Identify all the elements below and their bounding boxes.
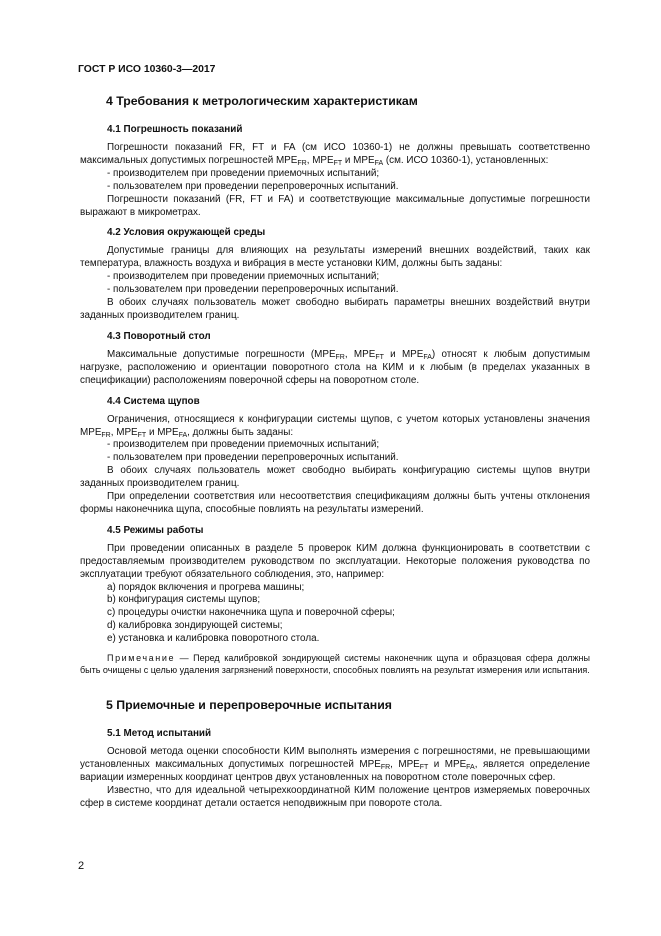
section-4-1-paragraph-2: Погрешности показаний (FR, FT и FA) и соответствующие максимальные допустимые погрешности выражают в микрометрах.: [80, 193, 590, 218]
section-4-1-title: 4.1 Погрешность показаний: [107, 124, 243, 135]
page-header-standard: ГОСТ Р ИСО 10360-3—2017: [78, 64, 216, 75]
section-4-4-list-item: - пользователем при проведении перепроверочных испытаний.: [107, 452, 399, 464]
section-4-2-list-item: - производителем при проведении приемочных испытаний;: [107, 271, 380, 283]
section-4-2-title: 4.2 Условия окружающей среды: [107, 227, 266, 239]
section-5-1-paragraph-1: Основой метода оценки способности КИМ выполнять измерения с погрешностями, не превышающими установленных максимальных допустимых погрешностей $MPE_{FR}$, $MPE_{FT}$ и $MPE_{FA}$, является определение вариации измеренных координат центров двух установленных на поворотном столе поверочных сфер.: [80, 746, 590, 784]
section-4-5-list-item: b) конфигурация системы щупов;: [107, 594, 261, 606]
section-4-5-note: [80, 653, 590, 676]
section-4-3-paragraph-1: Максимальные допустимые погрешности ($MPE_{FR}$, $MPE_{FT}$ и $MPE_{FA}$) относят к любым допустимым нагрузке, расположению и ориентации поворотного стола на КИМ и к любым (в пределах указанных в спецификации) расположениям поверочной сферы на поворотном столе.: [80, 348, 590, 386]
section-4-3-title: 4.3 Поворотный стол: [107, 330, 211, 342]
section-4-2-paragraph-1: Допустимые границы для влияющих на результаты измерений внешних воздействий, таких как температура, влажность воздуха и вибрация в месте установки КИМ, должны быть заданы:: [80, 245, 590, 270]
section-4-2-paragraph-2: В обоих случаях пользователь может свободно выбирать параметры внешних воздействий внутри заданных производителем границ.: [80, 297, 590, 321]
section-4-5-paragraph-1: При проведении описанных в разделе 5 проверок КИМ должна функционировать в соответствии с предоставляемым производителем руководством по эксплуатации. Некоторые положения руководства по эксплуатации требуют обязательного соблюдения, это, например:: [80, 542, 590, 580]
section-4-1-list-item: - пользователем при проведении перепроверочных испытаний.: [107, 180, 399, 192]
section-4-5-list-item: c) процедуры очистки наконечника щупа и поверочной сферы;: [107, 607, 395, 619]
section-4-5-list-item: d) калибровка зондирующей системы;: [107, 620, 283, 632]
section-4-4-list-item: - производителем при проведении приемочных испытаний;: [107, 439, 380, 451]
note-label: Примечание: [107, 653, 176, 664]
section-4-4-paragraph-1: Ограничения, относящиеся к конфигурации системы щупов, с учетом которых установлены значения $MPE_{FR}$, $MPE_{FT}$ и $MPE_{FA}$, должны быть заданы:: [80, 413, 590, 439]
section-4-2-list-item: - пользователем при проведении перепроверочных испытаний.: [107, 284, 399, 296]
section-4-4-paragraph-2: В обоих случаях пользователь может свободно выбирать конфигурацию системы щупов внутри заданных производителем границ.: [80, 465, 590, 490]
section-5-title: 5 Приемочные и перепроверочные испытания: [106, 698, 392, 713]
section-5-1-title: 5.1 Метод испытаний: [107, 728, 212, 740]
section-4-5-title: 4.5 Режимы работы: [107, 524, 204, 536]
page-number: 2: [78, 860, 85, 872]
section-4-4-paragraph-3: При определении соответствия или несоответствия спецификациям должны быть учтены отклонения формы наконечника щупа, способные повлиять на результаты измерений.: [80, 491, 590, 515]
section-4-5-list-item: a) порядок включения и прогрева машины;: [107, 581, 305, 593]
section-4-1-list-item: - производителем при проведении приемочных испытаний;: [107, 167, 380, 179]
note-text: — Перед калибровкой зондирующей системы наконечник щупа и образцовая сфера должны быть очищены с целью удаления загрязнений поверхности, способных повлиять на результат измерения или испытания.: [80, 653, 590, 675]
page-body: [80, 94, 590, 811]
section-4-title: 4 Требования к метрологическим характеристикам: [106, 94, 418, 108]
section-5-1-paragraph-2: Известно, что для идеальной четырехкоординатной КИМ положение центров измеряемых поверочных сфер в системе координат детали остается неподвижным при повороте стола.: [80, 785, 590, 809]
section-4-4-title: 4.4 Система щупов: [107, 395, 200, 407]
section-4-5-list-item: e) установка и калибровка поворотного стола.: [107, 633, 320, 645]
section-4-1-paragraph-1: Погрешности показаний FR, FT и FA (см ИСО 10360-1) не должны превышать соответственно максимальных допустимых погрешностей $MPE_{FR}$, $MPE_{FT}$ и $MPE_{FA}$ (см. ИСО 10360-1), установленных:: [80, 142, 590, 167]
